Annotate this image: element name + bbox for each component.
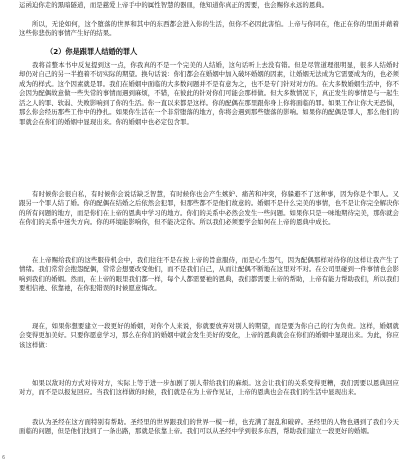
paragraph-2: 我将首整本书中反复提到这一点，你我真的不是一个完美的人结婚，这句话听上去没有错。但是尽管道理很明显，很多人结婚时却仍对自己的另一半抱着不切实际的期望。换句话说：你们都会在婚姻中加入破坏婚姻的因素，让婚姻无法成为它需要成为的，也必须成为的样式。这个因素就是罪。我们在婚姻中面临的大多数问题并不是有意为之，也不是专门针对对方的。在大多数婚姻生活中，你不会因为配偶故意做一些失常的事情而遇到麻烦，不错，在彼此的针对你们可能会那样做。但大多数情况下，真正发生的事情是与一起生活之人的罪、软弱、失败影响到了你的生活。你一直以来都是这样。你的配偶在那里跟你身上你将面临的罪。如果工作让你大无恐惧，那么你会经历那些工作中的挣扎。如果你生活在一个非常堕落的地方，你将会遇到那些堕落的影响。如果你的配偶是罪人，那么他们的罪就会在你们的婚姻中显现出来。你的婚姻中也必定包含罪。 (19, 61, 399, 126)
paragraph-1: 所以，无论如何，这个堕落的世界和其中的东西都会进入你的生活，但你不必因此害怕。上帝与你同在，他正在你的里面并藉着这些你悲伤的事情产生好的结果。 (19, 20, 399, 38)
paragraph-3: 有时候你会很自私，有时候你会说话缺乏智慧，有时候你也会产生嫉妒、痛苦和冲突，你躲避不了这种事，因为你是个罪人。又跟另一个罪人结了婚。你的配偶在结婚之后依然会犯罪，但那些都不是他们故意的。婚姻不是什么完美的事情，也不是让你完全解决你的所有问题的地方，而是你们在上帝的恩典中学习的地方。你们的关系中必然会发生一些问题。如果你只是一味地期待完美，那你就会在你们的关系中迷失方向。你的环境能影响你，但不能决定你。所以我们必须要学会如何在上帝的恩典中成长。 (19, 190, 399, 227)
section-heading: （2）你是跟罪人结婚的罪人 (46, 47, 138, 56)
paragraph-6: 如果以敌对的方式对待对方，实际上等于进一步加剧了别人带给我们的麻烦。这会让我们的关系变得更糟，我们需要以恩典回应对方，而不是以报复回应。当我们这样做的时候，我们就是在为上帝作见证，上帝的恩典也会在我们的生活中显现出来。 (19, 379, 399, 397)
paragraph-intro-tail: 运函迫你走的黑暗隧道，而是慈爱上帝手中的属性智慧的器皿，他知道你真正的需要，也会赐你永远的恩典。 (19, 1, 329, 9)
corner-mark: 6 (2, 455, 6, 461)
paragraph-4: 在上帝赐给我们的这些服侍机会中，我们往往不是在按上帝的旨意服侍，而是心生怨气，因为配偶那样对待你的这样让我产生了情绪。我们常常会抱怨配偶，常常会想要改变他们，而不是我们自己，从而让配偶不断地在这里对不对。在公司里碰到一件事情也会影响到我们的婚姻。然而，在上帝的眼里我们都一样，每个人都需要祂的恩典，我们都需要上帝的帮助，上帝有能力帮助我们，所以我们要相信祂、依靠祂，在你犯错误的时候愿意悔改。 (19, 256, 399, 293)
paragraph-5: 现在，如果你想要建立一段更好的婚姻，对你个人来说，你就要放弃对别人的期望，而是要为你自己的行为负责。这样，婚姻就会变得更加美好。只要你愿意学习，那么在你们的婚姻中就会发生美好的变化，上帝的恩典就会在你们的婚姻中显现出来。为此，你应该这样做： (19, 322, 399, 349)
paragraph-7: 我认为圣经在这方面特别有帮助。圣经里的世界跟我们的世界一模一样，也充满了混乱和破碎。圣经里的人物也遇到了我们今天面临的问题，但是他们找到了一条出路，那就是依靠上帝。我们可以从圣经中学到很多东西，帮助我们建立一段更好的婚姻。 (19, 418, 399, 436)
